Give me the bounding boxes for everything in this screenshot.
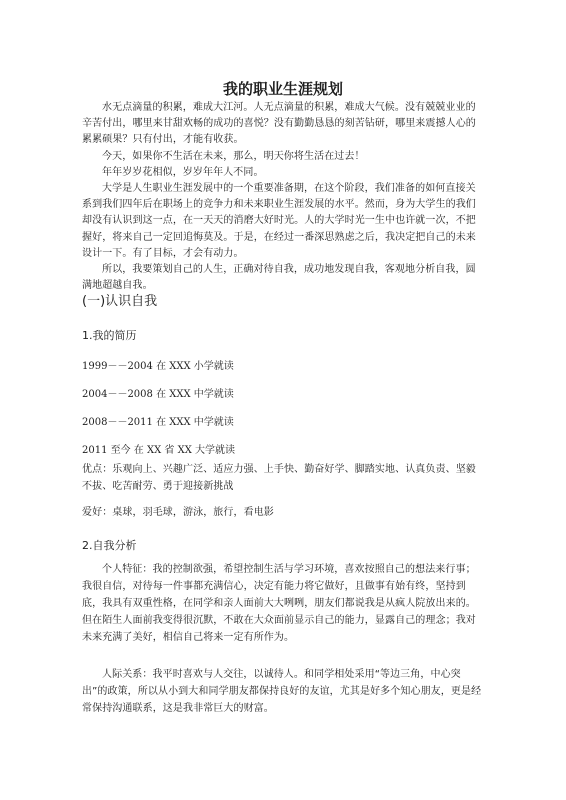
resume-entry: 2011 至今 在 XX 省 XX 大学就读 [82,445,235,456]
relations-paragraph: 人际关系：我平时喜欢与人交往，以诚待人。和同学相处采用“等边三角，中心突出”的政策，所以从小到大和同学朋友都保持良好的友谊，尤其是好多个知心朋友，更是经常保持沟通联系，这是我非常巨大的财富。 [82,669,482,714]
intro-paragraph: 年年岁岁花相似，岁岁年年人不同。 [102,166,264,178]
resume-entry: 2004－－2008 在 XXX 中学就读 [82,389,234,400]
section-heading: (一)认识自我 [82,294,158,309]
subsection-heading: 1.我的简历 [82,329,137,342]
intro-paragraph: 水无点滴量的积累，难成大江河。人无点滴量的积累，难成大气候。没有兢兢业业的辛苦付出，哪里来甘甜欢畅的成功的喜悦？没有勤勤恳恳的刻苦钻研，哪里来震撼人心的累累硕果？只有付出，才能有收获。 [82,102,476,146]
hobbies-text: 爱好：桌球，羽毛球，游泳，旅行，看电影 [82,507,274,518]
strengths-text: 优点：乐观向上、兴趣广泛、适应力强、上手快、勤奋好学、脚踏实地、认真负责、坚毅不拔、吃苦耐劳、勇于迎接新挑战 [82,464,476,492]
intro-section [82,100,482,294]
intro-paragraph: 大学是人生职业生涯发展中的一个重要准备期，在这个阶段，我们准备的如何直接关系到我们四年后在职场上的竞争力和未来职业生涯发展的水平。然而，身为大学生的我们却没有认识到这一点，在一天天的消磨大好时光。人的大学时光一生中也许就一次，不把握好，将来自己一定回追悔莫及。于是，在经过一番深思熟虑之后，我决定把自己的未来设计一下。有了目标，才会有动力。 [82,183,476,259]
document-title: 我的职业生涯规划 [222,80,343,98]
subsection-heading: 2.自我分析 [82,539,137,552]
personality-paragraph: 个人特征：我的控制欲强，希望控制生活与学习环境，喜欢按照自己的想法来行事；我很自信，对待每一件事都充满信心，决定有能力将它做好，且做事有始有终，坚持到底，我具有双重性格，在同学和亲人面前大大咧咧，朋友们都说我是从疯人院放出来的。但在陌生人面前我变得很沉默，不敢在大众面前显示自己的能力，显露自己的理念；我对未来充满了美好，相信自己将来一定有所作为。 [82,564,476,643]
resume-entry: 2008－－2011 在 XXX 中学就读 [82,417,234,428]
intro-paragraph: 所以，我要策划自己的人生，正确对待自我，成功地发现自我，客观地分析自我，圆满地超越自我。 [82,264,476,292]
resume-entry: 1999－－2004 在 XXX 小学就读 [82,361,234,372]
intro-paragraph: 今天，如果你不生活在未来，那么，明天你将生活在过去！ [102,150,365,162]
